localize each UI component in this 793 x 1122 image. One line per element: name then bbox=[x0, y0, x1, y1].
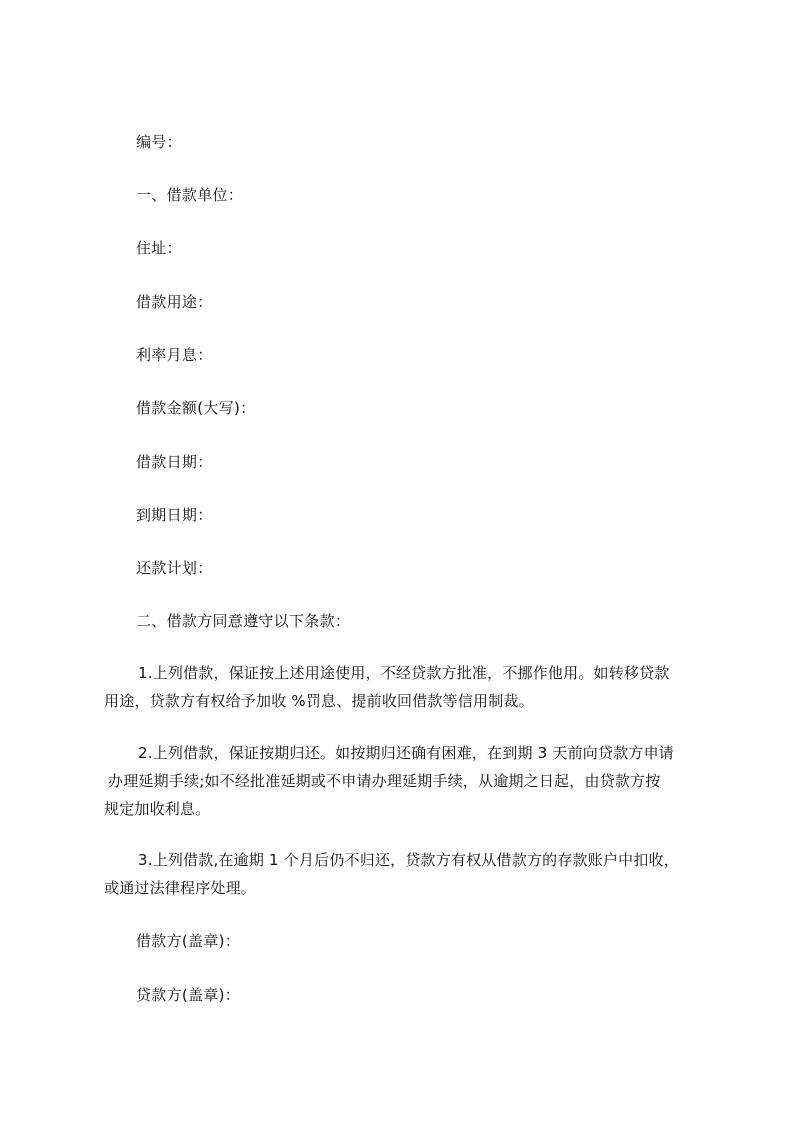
clause-3-line-1: 3.上列借款,在逾期 1 个月后仍不归还，贷款方有权从借款方的存款账户中扣收， bbox=[138, 851, 679, 869]
loan-amount-label: 借款金额(大写)： bbox=[136, 399, 256, 417]
clause-2 bbox=[104, 739, 704, 823]
clause-1-line-1: 1.上列借款，保证按上述用途使用，不经贷款方批准，不挪作他用。如转移贷款 bbox=[138, 664, 670, 682]
clause-2-line-1: 2.上列借款，保证按期归还。如按期归还确有困难，在到期 3 天前向贷款方申请 bbox=[138, 744, 674, 762]
repayment-plan-label: 还款计划： bbox=[136, 559, 213, 577]
clause-1 bbox=[104, 659, 704, 715]
due-date-label: 到期日期： bbox=[136, 506, 213, 524]
lender-seal-label: 贷款方(盖章)： bbox=[136, 986, 241, 1004]
contract-number-label: 编号： bbox=[136, 133, 182, 151]
address-label: 住址： bbox=[136, 239, 182, 257]
section-two-heading: 二、借款方同意遵守以下条款： bbox=[136, 612, 351, 630]
clause-3-line-2: 或通过法律程序处理。 bbox=[104, 879, 257, 897]
section-one-heading: 一、借款单位： bbox=[136, 186, 244, 204]
loan-date-label: 借款日期： bbox=[136, 453, 213, 471]
clause-2-line-2: 办理延期手续;如不经批准延期或不申请办理延期手续，从逾期之日起，由贷款方按 bbox=[108, 772, 661, 790]
clause-1-line-2: 用途，贷款方有权给予加收 %罚息、提前收回借款等信用制裁。 bbox=[104, 692, 534, 710]
clause-3 bbox=[104, 846, 704, 902]
interest-rate-label: 利率月息： bbox=[136, 346, 213, 364]
borrower-seal-label: 借款方(盖章)： bbox=[136, 932, 241, 950]
loan-purpose-label: 借款用途： bbox=[136, 293, 213, 311]
clause-2-line-3: 规定加收利息。 bbox=[104, 800, 211, 818]
